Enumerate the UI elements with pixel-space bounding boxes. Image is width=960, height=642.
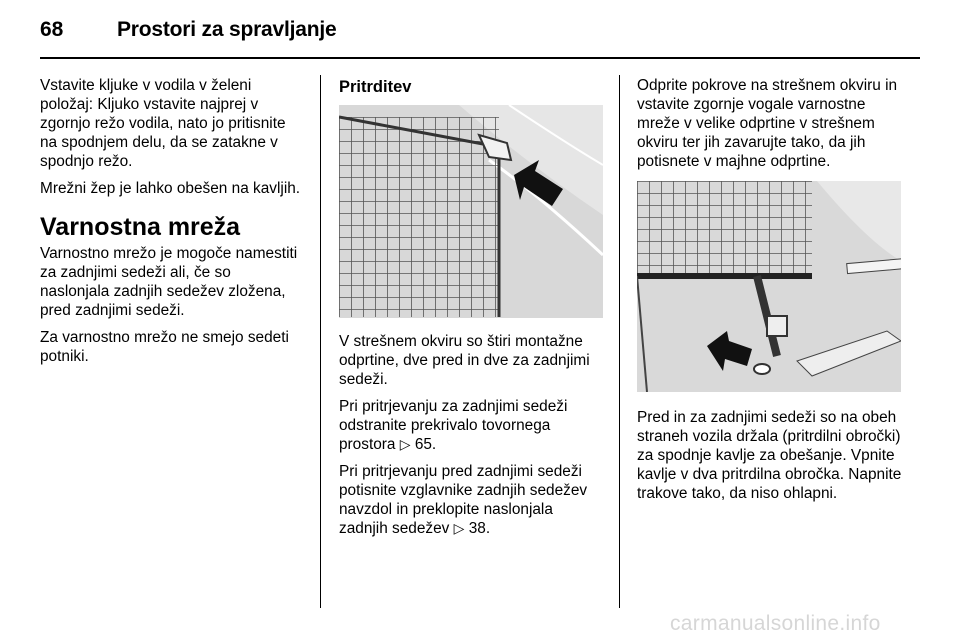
- paragraph-hooks: Vstavite kljuke v vodila v želeni položaj: Kljuko vstavite najprej v zgornjo režo vodila, nato jo pritisnite na spodnjem delu, da se zatakne v spodnjo režo.: [40, 77, 286, 170]
- paragraph-open-covers: Odprite pokrove na strešnem okviru in vstavite zgornje vogale varnostne mreže v velike odprtine v strešnem okviru ter jih zavarujte tako, da jih potisnete v majhne odprtine.: [637, 77, 898, 170]
- page-reference[interactable]: 38.: [468, 520, 491, 537]
- header-divider: [40, 57, 920, 59]
- column-middle: [339, 76, 603, 546]
- page-header: [40, 18, 920, 58]
- paragraph-safety-net-warning: Za varnostno mrežo ne smejo sedeti potniki.: [40, 329, 289, 365]
- illustration-net-roof-mount: [339, 105, 603, 318]
- page-title: Prostori za spravljanje: [117, 18, 337, 41]
- column-divider: [320, 75, 321, 608]
- paragraph-fastening-rings: Pred in za zadnjimi sedeži so na obeh straneh vozila držala (pritrdilni obročki) za spodnje kavlje za obešanje. Vpnite kavlje v dva pritrdilna obročka. Napnite trakove tako, da niso ohlapni.: [637, 409, 902, 502]
- page-number: 68: [40, 18, 64, 41]
- paragraph-net-pocket: Mrežni žep je lahko obešen na kavljih.: [40, 180, 301, 197]
- watermark: carmanualsonline.info: [670, 612, 881, 635]
- paragraph-safety-net-install: Varnostno mrežo je mogoče namestiti za zadnjimi sedeži ali, če so naslonjala zadnjih sedežev zložena, pred zadnjimi sedeži.: [40, 245, 298, 319]
- paragraph-before-seats: Pri pritrjevanju pred zadnjimi sedeži potisnite vzglavnike zadnjih sedežev navzdol in preklopite naslonjala zadnjih sedežev ▷ 38.: [339, 463, 588, 537]
- paragraph-behind-seats: Pri pritrjevanju za zadnjimi sedeži odstranite prekrivalo tovornega prostora ▷ 65.: [339, 398, 568, 453]
- section-heading-safety-net: Varnostna mreža: [40, 213, 241, 241]
- page-reference-icon: ▷: [399, 436, 411, 452]
- subsection-heading-mounting: Pritrditev: [339, 78, 412, 96]
- illustration-net-floor-hooks: [637, 181, 901, 392]
- column-divider: [619, 75, 620, 608]
- page-reference-icon: ▷: [453, 520, 465, 536]
- paragraph-mounting-holes: V strešnem okviru so štiri montažne odprtine, dve pred in dve za zadnjimi sedeži.: [339, 333, 590, 388]
- column-left: [40, 76, 304, 374]
- column-right: [637, 76, 903, 511]
- page-reference[interactable]: 65.: [414, 436, 437, 453]
